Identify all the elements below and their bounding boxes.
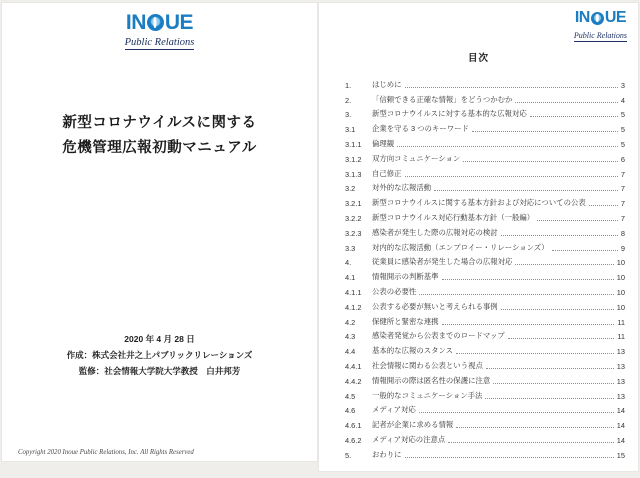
toc-entry-page: 14 <box>616 406 625 416</box>
logo-wordmark <box>125 12 195 33</box>
toc-entry-title: 従業員に感染者が発生した場合の広報対応 <box>372 257 513 267</box>
supervisor-credit: 監修：社会情報大学院大学教授 白井邦芳 <box>78 366 241 376</box>
toc-dot-leader <box>493 383 614 384</box>
toc-row[interactable] <box>345 371 625 386</box>
toc-row[interactable] <box>345 105 625 120</box>
toc-entry-title: 保健所と緊密な連携 <box>372 316 439 326</box>
toc-dot-leader <box>485 398 613 399</box>
toc-entry-page: 7 <box>620 184 625 194</box>
toc-entry-number: 4.4 <box>345 347 356 357</box>
toc-entry-title: 双方向コミュニケーション <box>372 153 461 163</box>
toc-entry-number: 3.1.2 <box>345 154 362 164</box>
toc-entry-title: 企業を守る 3 つのキーワード <box>372 124 469 134</box>
toc-row[interactable] <box>345 282 625 297</box>
cover-page <box>1 2 318 462</box>
toc-entry-number: 4.5 <box>345 391 356 401</box>
globe-icon <box>591 12 604 25</box>
toc-entry-page: 10 <box>616 273 625 283</box>
toc-row[interactable] <box>345 253 625 268</box>
toc-dot-leader <box>486 368 614 369</box>
toc-row[interactable] <box>345 415 625 430</box>
document-title-line1: 新型コロナウイルスに関する <box>62 115 257 131</box>
toc-entry-number: 4.4.1 <box>345 361 362 371</box>
toc-dot-leader <box>456 427 613 428</box>
toc-dot-leader <box>501 309 614 310</box>
document-title <box>2 111 317 161</box>
toc-entry-page: 3 <box>620 80 625 90</box>
toc-heading: 目次 <box>467 53 489 64</box>
toc-entry-page: 7 <box>620 169 625 179</box>
logo-tagline: Public Relations <box>124 37 195 48</box>
toc-row[interactable] <box>345 445 625 460</box>
toc-entry-title: 記者が企業に求める情報 <box>372 420 454 430</box>
cover-credits <box>2 331 317 379</box>
logo-wordmark-left: IN <box>125 11 146 34</box>
toc-row[interactable] <box>345 75 625 90</box>
company-logo <box>2 12 317 50</box>
toc-dot-leader <box>434 190 618 191</box>
toc-entry-title: 倫理観 <box>372 138 395 148</box>
toc-dot-leader <box>537 220 618 221</box>
toc-row[interactable] <box>345 401 625 416</box>
toc-dot-leader <box>552 250 618 251</box>
toc-dot-leader <box>530 116 618 117</box>
toc-dot-leader <box>405 87 618 88</box>
toc-entry-number: 4.3 <box>345 332 356 342</box>
toc-dot-leader <box>448 442 613 443</box>
toc-entry-page: 9 <box>620 243 625 253</box>
toc-entry-number: 4.6.2 <box>345 435 362 445</box>
toc-entry-page: 10 <box>616 302 625 312</box>
toc-dot-leader <box>419 294 613 295</box>
toc-entry-title: 自己修正 <box>372 168 402 178</box>
toc-dot-leader <box>397 146 618 147</box>
toc-dot-leader <box>515 102 617 103</box>
toc-entry-number: 3.2.2 <box>345 213 362 223</box>
toc-entry-number: 3. <box>345 110 352 120</box>
toc-entry-number: 3.1.3 <box>345 169 362 179</box>
document-title-line2: 危機管理広報初動マニュアル <box>62 140 257 156</box>
toc-row[interactable] <box>345 297 625 312</box>
toc-entry-title: 感染者が発生した際の広報対応の検討 <box>372 227 498 237</box>
toc-page <box>318 2 639 472</box>
toc-dot-leader <box>515 264 613 265</box>
toc-entry-page: 7 <box>620 199 625 209</box>
toc-row[interactable] <box>345 238 625 253</box>
toc-entry-title: 情報開示の際は匿名性の保護に注意 <box>372 375 491 385</box>
toc-entry-number: 4.4.2 <box>345 376 362 386</box>
toc-entry-number: 5. <box>345 450 352 460</box>
toc-entry-number: 3.2.1 <box>345 199 362 209</box>
toc-entry-page: 11 <box>617 332 625 342</box>
toc-dot-leader <box>405 457 614 458</box>
toc-entry-title: はじめに <box>372 79 402 89</box>
logo-wordmark-right: UE <box>164 11 194 34</box>
toc-row[interactable] <box>345 179 625 194</box>
toc-entry-title: 新型コロナウイルスに関する基本方針および対応についての公表 <box>372 198 586 208</box>
toc-entry-title: メディア対応の注意点 <box>372 434 446 444</box>
toc-dot-leader <box>508 338 615 339</box>
toc-entry-number: 4.6.1 <box>345 421 362 431</box>
toc-entry-number: 4.6 <box>345 406 356 416</box>
toc-list <box>345 75 625 460</box>
toc-row[interactable] <box>345 134 625 149</box>
toc-entry-page: 13 <box>616 347 625 357</box>
toc-entry-title: 公表の必要性 <box>372 286 417 296</box>
toc-entry-page: 8 <box>620 228 625 238</box>
toc-entry-title: 公表する必要が無いと考えられる事例 <box>372 301 498 311</box>
toc-entry-page: 11 <box>617 317 625 327</box>
toc-entry-page: 6 <box>620 154 625 164</box>
toc-row[interactable] <box>345 312 625 327</box>
toc-entry-number: 4.1 <box>345 273 356 283</box>
toc-entry-page: 14 <box>616 421 625 431</box>
toc-entry-number: 4.2 <box>345 317 356 327</box>
toc-entry-number: 4.1.2 <box>345 302 362 312</box>
toc-entry-number: 3.1 <box>345 125 356 135</box>
toc-row[interactable] <box>345 119 625 134</box>
toc-entry-title: 基本的な広報のスタンス <box>372 346 454 356</box>
toc-dot-leader <box>419 412 614 413</box>
copyright-notice: Copyright 2020 Inoue Public Relations, Inc. All Rights Reserved <box>18 449 194 456</box>
toc-dot-leader <box>405 176 618 177</box>
toc-dot-leader <box>442 279 614 280</box>
toc-row[interactable] <box>345 386 625 401</box>
toc-entry-page: 13 <box>616 391 625 401</box>
toc-entry-page: 14 <box>616 435 625 445</box>
toc-row[interactable] <box>345 193 625 208</box>
toc-entry-number: 4. <box>345 258 352 268</box>
toc-entry-number: 2. <box>345 95 352 105</box>
toc-entry-title: 一般的なコミュニケーション手法 <box>372 390 483 400</box>
toc-row[interactable] <box>345 223 625 238</box>
toc-entry-title: 対外的な広報活動 <box>372 183 432 193</box>
toc-row[interactable] <box>345 341 625 356</box>
toc-entry-page: 7 <box>620 213 625 223</box>
toc-entry-page: 10 <box>616 258 625 268</box>
toc-entry-title: おわりに <box>372 449 402 459</box>
toc-entry-title: 「信頼できる正確な情報」をどうつかむか <box>372 94 513 104</box>
toc-entry-page: 5 <box>620 139 625 149</box>
author-credit: 作成：株式会社井之上パブリックリレーションズ <box>66 350 253 360</box>
toc-row[interactable] <box>345 208 625 223</box>
toc-row[interactable] <box>345 267 625 282</box>
toc-entry-title: 感染者発覚から公表までのロードマップ <box>372 331 505 341</box>
toc-entry-number: 1. <box>345 80 352 90</box>
globe-icon <box>147 14 164 31</box>
toc-entry-title: 社会情報に関わる公表という視点 <box>372 360 483 370</box>
toc-dot-leader <box>456 353 614 354</box>
logo-wordmark-left: IN <box>574 9 590 26</box>
toc-entry-title: 対内的な広報活動（エンプロイー・リレーションズ） <box>372 242 549 252</box>
toc-entry-page: 10 <box>616 287 625 297</box>
toc-row[interactable] <box>345 430 625 445</box>
toc-entry-page: 15 <box>616 450 625 460</box>
toc-entry-title: 新型コロナウイルスに対する基本的な広報対応 <box>372 109 527 119</box>
toc-entry-page: 13 <box>616 376 625 386</box>
logo-tagline: Public Relations <box>573 31 627 40</box>
toc-entry-number: 3.3 <box>345 243 356 253</box>
toc-entry-title: メディア対応 <box>372 405 416 415</box>
toc-dot-leader <box>472 131 618 132</box>
toc-entry-number: 3.2.3 <box>345 228 362 238</box>
company-logo-small <box>574 10 627 43</box>
publication-date: 2020 年 4 月 28 日 <box>124 334 195 344</box>
toc-row[interactable] <box>345 90 625 105</box>
toc-entry-number: 3.1.1 <box>345 139 362 149</box>
toc-entry-number: 4.1.1 <box>345 287 362 297</box>
toc-row[interactable] <box>345 149 625 164</box>
toc-row[interactable] <box>345 327 625 342</box>
toc-dot-leader <box>442 324 615 325</box>
logo-wordmark-right: UE <box>604 9 627 26</box>
toc-entry-title: 情報開示の判断基準 <box>372 272 439 282</box>
toc-entry-page: 5 <box>620 125 625 135</box>
toc-entry-page: 5 <box>620 110 625 120</box>
toc-row[interactable] <box>345 356 625 371</box>
toc-row[interactable] <box>345 164 625 179</box>
logo-wordmark <box>574 10 627 26</box>
toc-dot-leader <box>463 161 618 162</box>
toc-dot-leader <box>589 205 618 206</box>
toc-dot-leader <box>501 235 618 236</box>
toc-entry-title: 新型コロナウイルス対応行動基本方針（一般編） <box>372 212 535 222</box>
toc-entry-number: 3.2 <box>345 184 356 194</box>
toc-entry-page: 13 <box>616 361 625 371</box>
toc-entry-page: 4 <box>620 95 625 105</box>
